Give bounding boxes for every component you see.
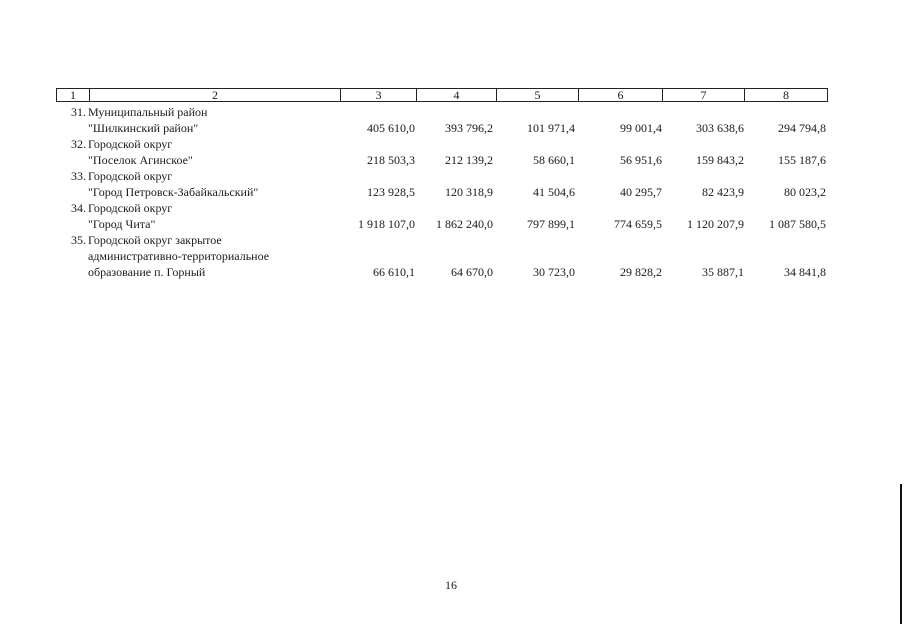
header-col-1: 1 (70, 88, 76, 102)
cell-col-8: 34 841,8 (784, 265, 826, 279)
row-name-line: "Город Чита" (88, 217, 156, 231)
page-number: 16 (445, 578, 457, 592)
cell-col-4: 64 670,0 (451, 265, 493, 279)
cell-col-4: 393 796,2 (445, 121, 493, 135)
cell-col-8: 155 187,6 (778, 153, 826, 167)
cell-col-3: 66 610,1 (373, 265, 415, 279)
cell-col-6: 99 001,4 (620, 121, 662, 135)
row-name-line: Городской округ (88, 169, 173, 183)
cell-col-6: 29 828,2 (620, 265, 662, 279)
row-name-line: "Поселок Агинское" (88, 153, 193, 167)
cell-col-5: 41 504,6 (533, 185, 575, 199)
cell-col-6: 56 951,6 (620, 153, 662, 167)
cell-col-7: 159 843,2 (696, 153, 744, 167)
cell-col-5: 30 723,0 (533, 265, 575, 279)
cell-col-7: 303 638,6 (696, 121, 744, 135)
cell-col-4: 1 862 240,0 (436, 217, 493, 231)
row-name-line: административно-территориальное (88, 249, 270, 263)
cell-col-5: 58 660,1 (533, 153, 575, 167)
scan-edge-line (900, 484, 902, 624)
table-body (56, 104, 836, 280)
table-row (56, 168, 836, 200)
table-row (56, 200, 836, 232)
table-row (56, 136, 836, 168)
row-number: 31. (71, 105, 86, 119)
row-name-line: Городской округ закрытое (88, 233, 222, 247)
cell-col-4: 212 139,2 (445, 153, 493, 167)
row-name-line: Муниципальный район (88, 105, 208, 119)
row-name-line: "Город Петровск-Забайкальский" (88, 185, 259, 199)
cell-col-7: 1 120 207,9 (687, 217, 744, 231)
cell-col-6: 40 295,7 (620, 185, 662, 199)
cell-col-8: 80 023,2 (784, 185, 826, 199)
header-col-4: 4 (416, 89, 496, 101)
cell-col-8: 294 794,8 (778, 121, 826, 135)
header-col-6: 6 (578, 89, 662, 101)
header-col-2: 2 (89, 89, 340, 101)
cell-col-4: 120 318,9 (445, 185, 493, 199)
row-number: 33. (71, 169, 86, 183)
cell-col-3: 405 610,0 (367, 121, 415, 135)
table-row (56, 232, 836, 280)
cell-col-3: 123 928,5 (367, 185, 415, 199)
cell-col-3: 218 503,3 (367, 153, 415, 167)
row-name-line: образование п. Горный (88, 265, 206, 279)
cell-col-7: 35 887,1 (702, 265, 744, 279)
cell-col-7: 82 423,9 (702, 185, 744, 199)
row-number: 32. (71, 137, 86, 151)
cell-col-6: 774 659,5 (614, 217, 662, 231)
row-name-line: Городской округ (88, 201, 173, 215)
table-header-row (56, 88, 828, 102)
header-col-7: 7 (662, 89, 744, 101)
row-name-line: "Шилкинский район" (88, 121, 199, 135)
cell-col-8: 1 087 580,5 (769, 217, 826, 231)
table-row (56, 104, 836, 136)
cell-col-5: 797 899,1 (527, 217, 575, 231)
header-col-5: 5 (496, 89, 578, 101)
cell-col-3: 1 918 107,0 (358, 217, 415, 231)
cell-col-5: 101 971,4 (527, 121, 575, 135)
header-col-8: 8 (744, 89, 827, 101)
row-name-line: Городской округ (88, 137, 173, 151)
header-col-3: 3 (340, 89, 416, 101)
row-number: 34. (71, 201, 86, 215)
row-number: 35. (71, 233, 86, 247)
